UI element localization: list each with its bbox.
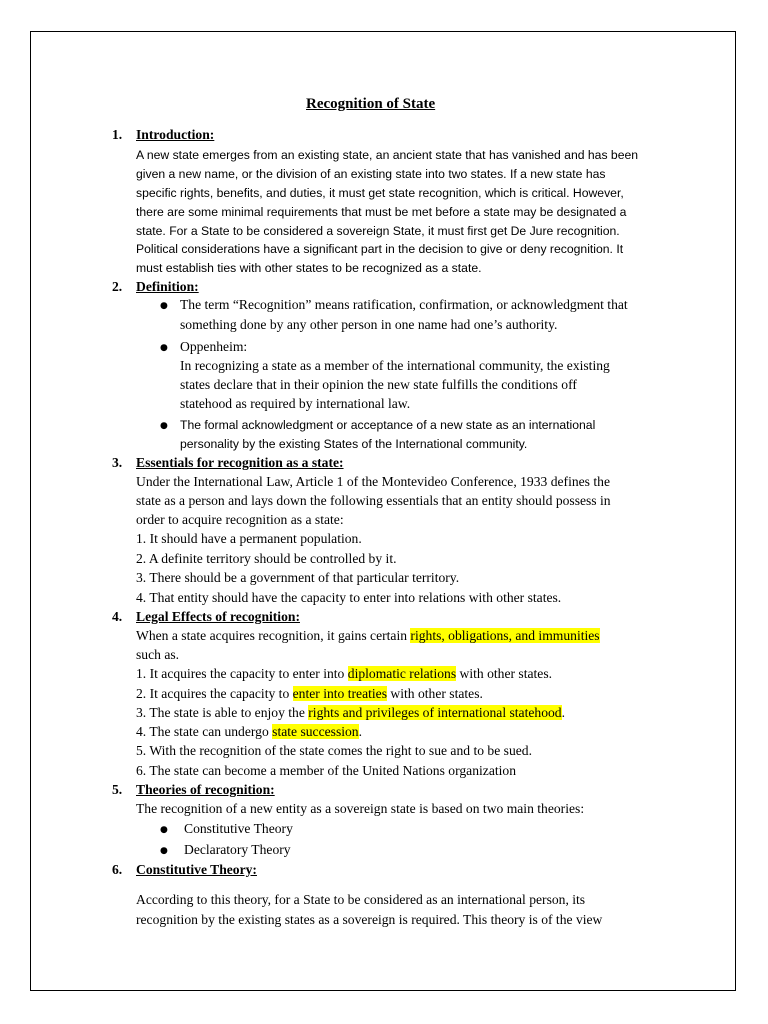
paragraph-line: state as a person and lays down the following essentials that an entity should possess in	[136, 493, 611, 508]
section-number: 3.	[112, 455, 123, 470]
list-item: 4. That entity should have the capacity to enter into relations with other states.	[136, 590, 562, 605]
highlighted-text: diplomatic relations	[347, 666, 457, 681]
bullet-line: The formal acknowledgment or acceptance of a new state as an international	[180, 418, 596, 432]
highlighted-text: rights and privileges of international statehood	[308, 705, 562, 720]
text-run: 2. It acquires the capacity to	[136, 686, 293, 701]
highlighted-text: state succession	[272, 724, 359, 739]
paragraph-line: must establish ties with other states to be recognized as a state.	[136, 261, 482, 275]
bullet-dot-icon: ●	[160, 846, 168, 856]
bullet-line: In recognizing a state as a member of the international community, the existing	[180, 358, 610, 373]
bullet-line: states declare that in their opinion the new state fulfills the conditions off	[180, 377, 577, 392]
text-run: When a state acquires recognition, it gains certain	[136, 628, 411, 643]
bullet-line: Constitutive Theory	[184, 821, 293, 836]
text-run: with other states.	[387, 686, 483, 701]
list-item: 5. With the recognition of the state comes the right to sue and to be sued.	[136, 743, 532, 758]
bullet-dot-icon: ●	[160, 825, 168, 835]
bullet-dot-icon: ●	[160, 343, 168, 353]
section-heading-theories: Theories of recognition:	[136, 782, 275, 797]
bullet-dot-icon: ●	[160, 301, 168, 311]
paragraph-line: Under the International Law, Article 1 of the Montevideo Conference, 1933 defines the	[136, 474, 610, 489]
text-run: 4. The state can undergo	[136, 724, 273, 739]
list-item	[136, 666, 552, 682]
section-number: 5.	[112, 782, 123, 797]
section-number: 2.	[112, 279, 123, 294]
paragraph-line: According to this theory, for a State to be considered as an international person, its	[136, 892, 586, 907]
paragraph-line	[136, 628, 600, 644]
highlighted-text: rights, obligations, and immunities	[410, 628, 600, 643]
paragraph-line: The recognition of a new entity as a sovereign state is based on two main theories:	[136, 801, 585, 816]
paragraph-line: such as.	[136, 647, 180, 662]
document-title: Recognition of State	[306, 96, 436, 112]
paragraph-line: given a new name, or the division of an existing state into two states. If a new state has	[136, 167, 606, 181]
list-item: 3. There should be a government of that particular territory.	[136, 570, 460, 585]
paragraph-line: A new state emerges from an existing state, an ancient state that has vanished and has been	[136, 148, 639, 162]
list-item	[136, 705, 565, 721]
text-run: .	[358, 724, 363, 739]
section-heading-constitutive: Constitutive Theory:	[136, 862, 257, 877]
paragraph-line: Political considerations have a significant part in the decision to give or deny recognition. It	[136, 242, 624, 256]
list-item: 1. It should have a permanent population.	[136, 531, 362, 546]
highlighted-text: enter into treaties	[292, 686, 388, 701]
text-run: with other states.	[456, 666, 553, 681]
text-run: 3. The state is able to enjoy the	[136, 705, 309, 720]
list-item: 6. The state can become a member of the United Nations organization	[136, 763, 516, 778]
paragraph-line: state. For a State to be considered a sovereign State, it must first get De Jure recognition.	[136, 224, 620, 238]
list-item	[136, 686, 483, 702]
bullet-line: personality by the existing States of the International community.	[180, 437, 528, 451]
paragraph-line: recognition by the existing states as a sovereign is required. This theory is of the view	[136, 912, 603, 927]
bullet-line: something done by any other person in one name had one’s authority.	[180, 317, 558, 332]
section-number: 4.	[112, 609, 123, 624]
paragraph-line: specific rights, benefits, and duties, it must get state recognition, which is critical. However,	[136, 186, 624, 200]
section-heading-legal-effects: Legal Effects of recognition:	[136, 609, 300, 624]
bullet-dot-icon: ●	[160, 421, 168, 431]
section-number: 1.	[112, 127, 123, 142]
list-item: 2. A definite territory should be controlled by it.	[136, 551, 397, 566]
text-run: 1. It acquires the capacity to enter into	[136, 666, 348, 681]
section-heading-essentials: Essentials for recognition as a state:	[136, 455, 344, 470]
section-heading-introduction: Introduction:	[136, 127, 215, 142]
list-item	[136, 724, 362, 740]
section-number: 6.	[112, 862, 123, 877]
paragraph-line: there are some minimal requirements that must be met before a state may be designated a	[136, 205, 627, 219]
bullet-line: Oppenheim:	[180, 339, 248, 354]
bullet-line: statehood as required by international law.	[180, 396, 411, 411]
bullet-line: Declaratory Theory	[184, 842, 291, 857]
bullet-line: The term “Recognition” means ratification, confirmation, or acknowledgment that	[180, 297, 628, 312]
paragraph-line: order to acquire recognition as a state:	[136, 512, 344, 527]
section-heading-definition: Definition:	[136, 279, 199, 294]
text-run: .	[561, 705, 565, 720]
